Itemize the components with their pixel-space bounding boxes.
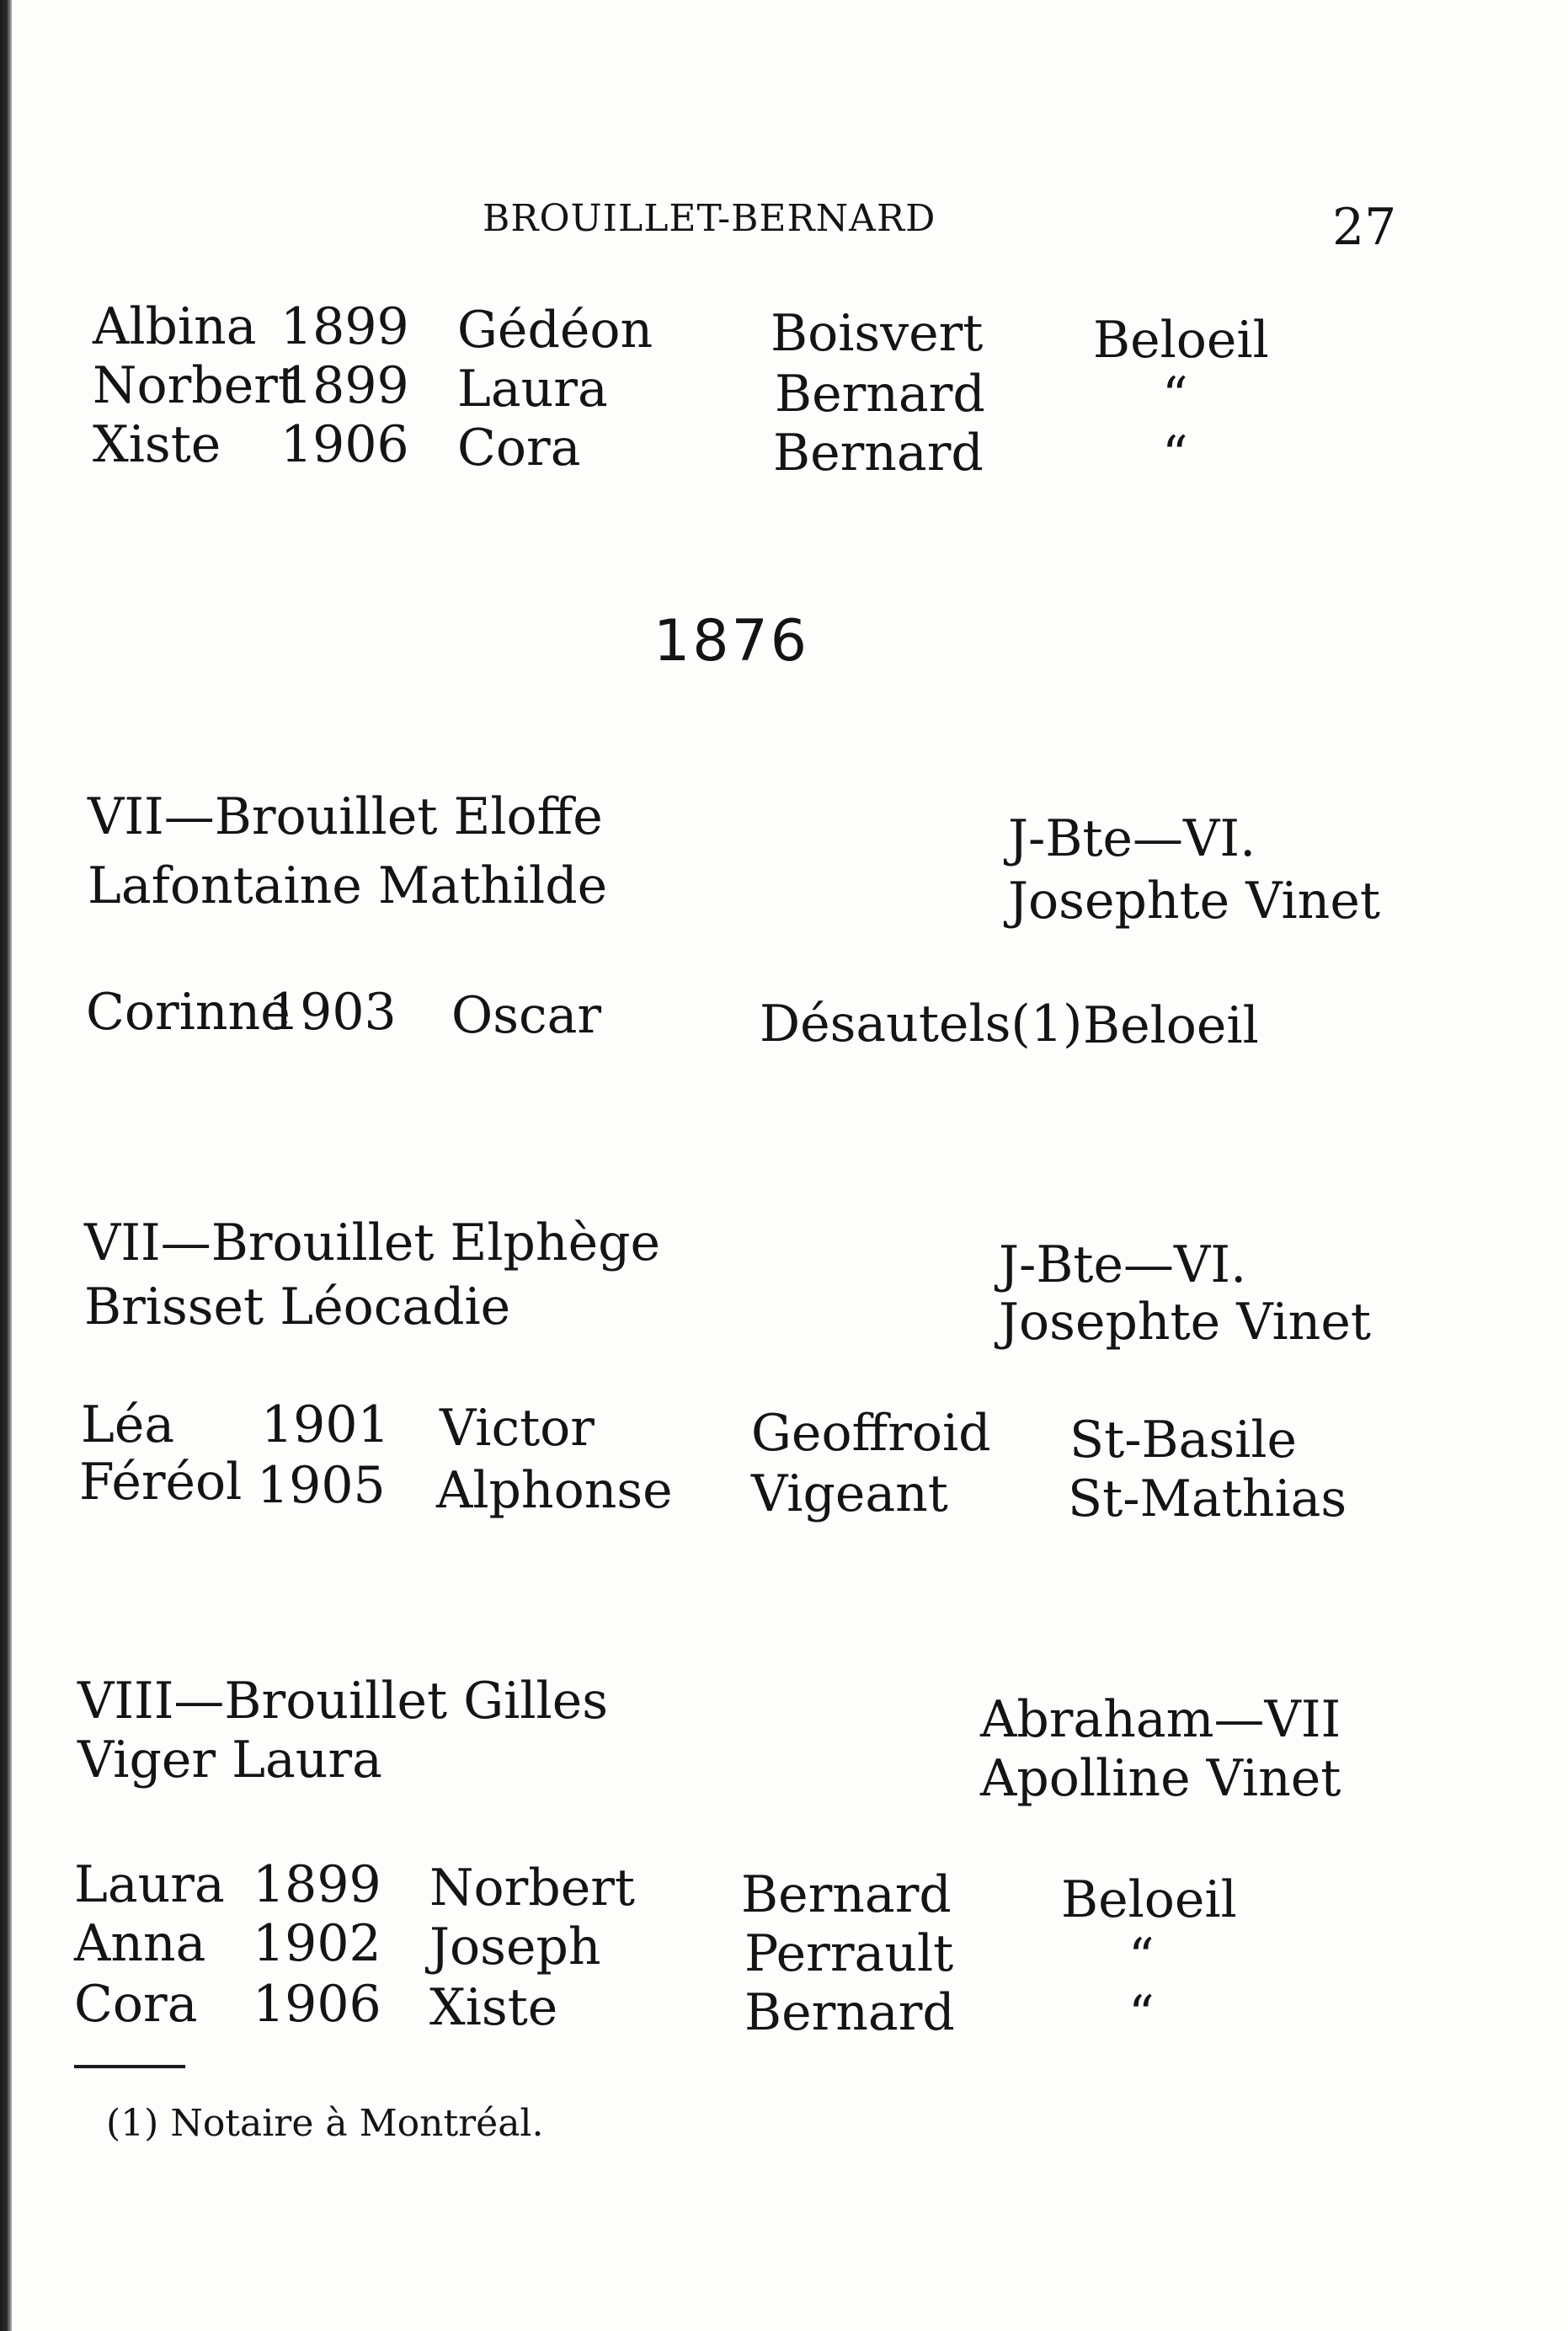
spouse-first-name: Gédéon bbox=[457, 301, 653, 360]
child-name: Norbert bbox=[93, 356, 299, 415]
spouse-first-name: Oscar bbox=[451, 986, 602, 1045]
marriage-year: 1899 bbox=[253, 1855, 381, 1914]
marriage-year: 1902 bbox=[253, 1914, 381, 1973]
father-line: Abraham—VII bbox=[980, 1690, 1341, 1749]
marriage-year: 1899 bbox=[280, 297, 409, 356]
spouse-first-name: Victor bbox=[440, 1399, 595, 1458]
marriage-year: 1899 bbox=[280, 356, 409, 415]
wife-line: Viger Laura bbox=[77, 1731, 382, 1790]
wife-line: Lafontaine Mathilde bbox=[88, 856, 608, 915]
spouse-first-name: Xiste bbox=[429, 1978, 558, 2037]
page-binding-edge bbox=[0, 0, 12, 2331]
spouse-last-name: Geoffroid bbox=[751, 1404, 991, 1463]
child-name: Xiste bbox=[93, 415, 221, 474]
father-line: J-Bte—VI. bbox=[1008, 809, 1256, 868]
husband-line: VII—Brouillet Eloffe bbox=[88, 787, 603, 846]
spouse-last-name: Bernard bbox=[744, 1983, 955, 2042]
marriage-place: Beloeil bbox=[1083, 996, 1259, 1055]
footnote: (1) Notaire à Montréal. bbox=[106, 2102, 544, 2145]
marriage-year: 1906 bbox=[280, 415, 409, 474]
marriage-year: 1903 bbox=[268, 983, 397, 1042]
spouse-last-name: Bernard bbox=[741, 1865, 952, 1924]
spouse-last-name: Bernard bbox=[773, 424, 984, 483]
marriage-year: 1905 bbox=[257, 1456, 386, 1515]
spouse-last-name: Vigeant bbox=[751, 1464, 948, 1523]
spouse-first-name: Cora bbox=[457, 419, 581, 477]
marriage-year: 1901 bbox=[261, 1395, 390, 1454]
ditto-mark: “ bbox=[1162, 425, 1188, 484]
husband-line: VII—Brouillet Elphège bbox=[84, 1214, 660, 1272]
spouse-first-name: Norbert bbox=[429, 1859, 636, 1918]
marriage-place: Beloeil bbox=[1093, 311, 1269, 370]
marriage-place: St-Mathias bbox=[1068, 1470, 1347, 1528]
spouse-last-name: Perrault bbox=[744, 1924, 954, 1983]
child-name: Corinne bbox=[86, 983, 291, 1042]
running-header: BROUILLET-BERNARD bbox=[483, 197, 936, 240]
footnote-rule bbox=[74, 2065, 185, 2068]
wife-line: Brisset Léocadie bbox=[84, 1278, 511, 1336]
ditto-mark: “ bbox=[1128, 1928, 1155, 1987]
spouse-first-name: Alphonse bbox=[436, 1461, 673, 1520]
ditto-mark: “ bbox=[1162, 366, 1188, 425]
page-number: 27 bbox=[1332, 198, 1397, 257]
spouse-first-name: Laura bbox=[457, 360, 608, 419]
child-name: Albina bbox=[93, 297, 257, 356]
spouse-last-name: Boisvert bbox=[771, 304, 984, 363]
mother-line: Josephte Vinet bbox=[999, 1293, 1371, 1352]
marriage-place: Beloeil bbox=[1061, 1870, 1237, 1929]
year-heading: 1876 bbox=[653, 608, 810, 675]
child-name: Cora bbox=[74, 1975, 198, 2034]
spouse-last-name: Désautels(1) bbox=[760, 995, 1083, 1053]
child-name: Féréol bbox=[79, 1453, 243, 1512]
father-line: J-Bte—VI. bbox=[999, 1235, 1247, 1294]
mother-line: Apolline Vinet bbox=[980, 1749, 1341, 1808]
marriage-place: St-Basile bbox=[1069, 1411, 1298, 1470]
child-name: Léa bbox=[81, 1395, 175, 1454]
mother-line: Josephte Vinet bbox=[1008, 872, 1380, 931]
ditto-mark: “ bbox=[1128, 1985, 1155, 2044]
spouse-first-name: Joseph bbox=[429, 1918, 601, 1976]
husband-line: VIII—Brouillet Gilles bbox=[77, 1672, 609, 1731]
marriage-year: 1906 bbox=[253, 1975, 381, 2034]
child-name: Anna bbox=[74, 1914, 206, 1973]
child-name: Laura bbox=[74, 1855, 225, 1914]
spouse-last-name: Bernard bbox=[775, 365, 985, 424]
